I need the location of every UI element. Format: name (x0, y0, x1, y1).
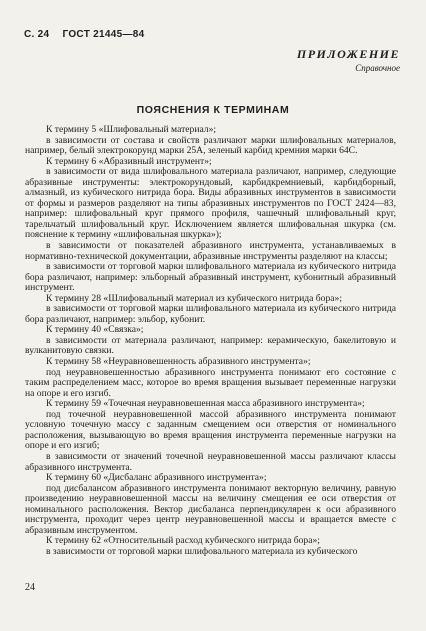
paragraph: К термину 5 «Шлифовальный материал»; (46, 124, 217, 135)
paragraph: под неуравновешенностью абразивного инструмента понимают его состояние с таким распределением масс, которое во время вращения вызывает переменные нагрузки на опоре и его изгиб. (25, 366, 396, 399)
paragraph: под точечной неуравновешенной массой абразивного инструмента понимают условную точечную массу с заданным смещением оси отверстия от номинального расположения, вызывающую во время вращения инструмента переменные нагрузки на опоре и его изгиб; (25, 408, 396, 452)
paragraph: в зависимости от материала различают, например: керамическую, бакелитовую и вулканитовую связки. (25, 334, 396, 357)
appendix-subtitle: Справочное (355, 63, 400, 73)
paragraph: К термину 62 «Относительный расход кубического нитрида бора»; (46, 535, 320, 547)
paragraph: в зависимости от торговой марки шлифовального материала из кубического (46, 545, 358, 557)
paragraph: К термину 28 «Шлифовальный материал из кубического нитрида бора»; (46, 292, 343, 304)
paragraph: К термину 60 «Дисбаланс абразивного инструмента»; (46, 472, 267, 484)
paragraph: в зависимости от торговой марки шлифовального материала из кубического нитрида бора различают, например: эльбор, кубонит. (25, 303, 396, 325)
paragraph: К термину 6 «Абразивный инструмент»; (46, 155, 212, 167)
paragraph: под дисбалансом абразивного инструмента понимают векторную величину, равную произведению неуравновешенной массы на величину смещения ее оси отверстия от номинального расположения. Вектор дисбаланса перпендикулярен к оси абразивного инструмента, проходит через центр неуравновешенной массы и вращается вместе с абразивным инструментом. (25, 482, 396, 536)
paragraph: К термину 40 «Связка»; (46, 324, 144, 336)
paragraph: в зависимости от состава и свойств различают марки шлифовальных материалов, например, белый электрокорунд марки 25А, зеленый карбид кремния марки 64С. (25, 134, 396, 157)
body-text (25, 125, 396, 557)
paragraph: в зависимости от торговой марки шлифовального материала из кубического нитрида бора различают, например: эльборный абразивный инструмент, кубонитный абразивный инструмент. (25, 261, 396, 294)
paragraph: в зависимости от вида шлифовального материала различают, например, следующие абразивные инструменты: электрокорундовый, карбидкремниевый, карбидборный, алмазный, из кубического нитрида бора. Виды абразивных инструментов в зависимости от формы и размеров разделяют на типы абразивных инструментов по ГОСТ 2424—83, например: шлифовальный круг прямого профиля, чашечный шлифовальный круг, тарельчатый шлифовальный круг. Исключением является шлифовальная шкурка (см. пояснение к термину «шлифовальная шкурка»); (25, 166, 396, 241)
paragraph: К термину 58 «Неуравновешенность абразивного инструмента»; (46, 356, 311, 368)
paragraph: К термину 59 «Точечная неуравновешенная масса абразивного инструмента»; (46, 398, 365, 410)
page-number: 24 (25, 582, 35, 593)
doc-code: ГОСТ 21445—84 (62, 29, 145, 40)
paragraph: в зависимости от показателей абразивного инструмента, устанавливаемых в нормативно-технической документации, абразивные инструменты разделяют на классы; (25, 240, 396, 262)
page-label: С. 24 (24, 29, 50, 40)
appendix-title: ПРИЛОЖЕНИЕ (296, 47, 400, 61)
section-title: ПОЯСНЕНИЯ К ТЕРМИНАМ (136, 104, 290, 116)
running-header (24, 29, 155, 40)
appendix-label (297, 47, 400, 73)
paragraph: в зависимости от значений точечной неуравновешенной массы различают классы абразивного инструмента. (25, 450, 396, 473)
